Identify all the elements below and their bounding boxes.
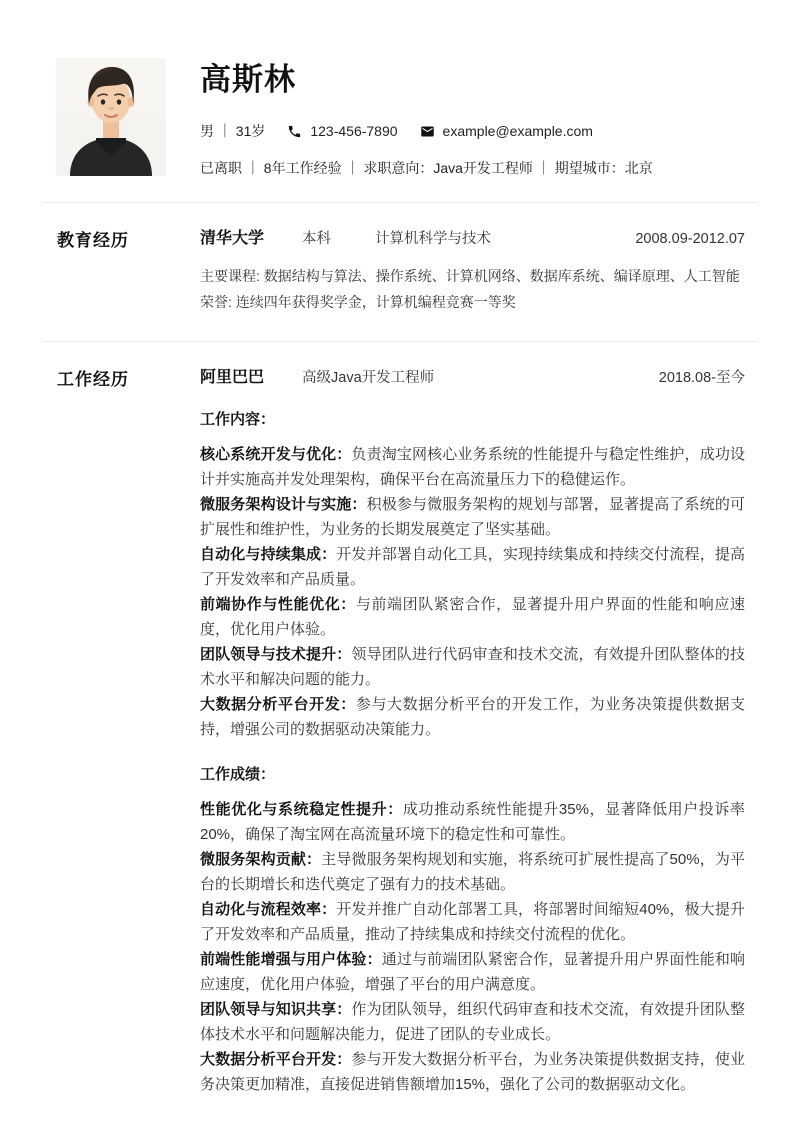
job-intention-line: 已离职 ｜ 8年工作经验 ｜ 求职意向：Java开发工程师 ｜ 期望城市：北京	[200, 160, 653, 176]
result-text: 主导微服务架构规划和实施，将系统可扩展性提高了50%，为平台的长期增长和迭代奠定了强有力的技术基础。	[200, 851, 745, 893]
education-entry-row	[200, 225, 745, 248]
duty-text: 积极参与微服务架构的规划与部署，显著提高了系统的可扩展性和维护性，为业务的长期发展奠定了坚实基础。	[200, 496, 745, 538]
school-name: 清华大学	[200, 230, 265, 247]
phone-icon	[287, 124, 302, 139]
education-body	[200, 225, 745, 315]
work-period: 2018.08-至今	[658, 370, 745, 386]
candidate-name: 高斯林	[200, 62, 296, 97]
duty-lead: 自动化与持续集成：	[200, 546, 337, 563]
duty-item	[200, 592, 745, 642]
duties-label: 工作内容：	[200, 411, 276, 428]
phone-number: 123-456-7890	[310, 123, 398, 139]
result-text: 参与开发大数据分析平台，为业务决策提供数据支持，使业务决策更加精准，直接促进销售额增加15%，强化了公司的数据驱动文化。	[200, 1051, 745, 1093]
company-name: 阿里巴巴	[200, 369, 265, 386]
result-item	[200, 797, 745, 847]
result-item	[200, 1047, 745, 1097]
portrait-illustration	[56, 58, 166, 176]
mail-icon	[420, 124, 435, 139]
work-section	[0, 342, 800, 1127]
duty-lead: 团队领导与技术提升：	[200, 646, 352, 663]
gender-age: 男 ｜ 31岁	[200, 123, 266, 139]
duty-text: 与前端团队紧密合作，显著提升用户界面的性能和响应速度，优化用户体验。	[200, 596, 745, 638]
duty-item	[200, 442, 745, 492]
contact-line	[200, 121, 745, 141]
email-address: example@example.com	[442, 123, 593, 139]
honors-line: 荣誉: 连续四年获得奖学金，计算机编程竞赛一等奖	[200, 294, 516, 310]
result-text: 通过与前端团队紧密合作，显著提升用户界面性能和响应速度，优化用户体验，增强了平台的用户满意度。	[200, 951, 745, 993]
result-item	[200, 997, 745, 1047]
result-lead: 性能优化与系统稳定性提升：	[200, 801, 403, 818]
duty-text: 负责淘宝网核心业务系统的性能提升与稳定性维护，成功设计并实施高并发处理架构，确保平台在高流量压力下的稳健运作。	[200, 446, 745, 488]
results-label: 工作成绩：	[200, 766, 276, 783]
duty-item	[200, 642, 745, 692]
result-text: 成功推动系统性能提升35%，显著降低用户投诉率20%，确保了淘宝网在高流量环境下的稳定性和可靠性。	[200, 801, 745, 843]
duty-item	[200, 542, 745, 592]
duty-text: 参与大数据分析平台的开发工作，为业务决策提供数据支持，增强公司的数据驱动决策能力。	[200, 696, 745, 738]
result-item	[200, 947, 745, 997]
result-lead: 大数据分析平台开发：	[200, 1051, 352, 1068]
result-text: 作为团队领导，组织代码审查和技术交流，有效提升团队整体技术水平和问题解决能力，促进了团队的专业成长。	[200, 1001, 745, 1043]
education-period: 2008.09-2012.07	[635, 231, 745, 247]
duty-item	[200, 492, 745, 542]
duty-lead: 大数据分析平台开发：	[200, 696, 356, 713]
result-lead: 自动化与流程效率：	[200, 901, 337, 918]
duty-text: 领导团队进行代码审查和技术交流，有效提升团队整体的技术水平和解决问题的能力。	[200, 646, 745, 688]
duty-lead: 核心系统开发与优化：	[200, 446, 352, 463]
result-lead: 团队领导与知识共享：	[200, 1001, 352, 1018]
result-item	[200, 897, 745, 947]
work-body	[200, 364, 745, 1097]
header-text-block	[200, 0, 745, 178]
work-entry-row	[200, 364, 745, 387]
duty-lead: 微服务架构设计与实施：	[200, 496, 367, 513]
degree: 本科	[302, 231, 331, 247]
duty-lead: 前端协作与性能优化：	[200, 596, 356, 613]
work-section-title: 工作经历	[57, 370, 129, 389]
result-item	[200, 847, 745, 897]
education-section-title: 教育经历	[57, 231, 129, 250]
education-section	[0, 203, 800, 341]
major: 计算机科学与技术	[375, 231, 491, 247]
job-title: 高级Java开发工程师	[302, 370, 435, 386]
result-text: 开发并推广自动化部署工具，将部署时间缩短40%，极大提升了开发效率和产品质量，推动了持续集成和持续交付流程的优化。	[200, 901, 745, 943]
courses-line: 主要课程: 数据结构与算法、操作系统、计算机网络、数据库系统、编译原理、人工智能	[200, 268, 740, 284]
resume-header	[0, 0, 800, 202]
result-lead: 微服务架构贡献：	[200, 851, 322, 868]
duty-text: 开发并部署自动化工具，实现持续集成和持续交付流程，提高了开发效率和产品质量。	[200, 546, 745, 588]
result-lead: 前端性能增强与用户体验：	[200, 951, 382, 968]
duty-item	[200, 692, 745, 742]
education-description	[200, 263, 745, 315]
portrait-photo	[56, 58, 166, 176]
